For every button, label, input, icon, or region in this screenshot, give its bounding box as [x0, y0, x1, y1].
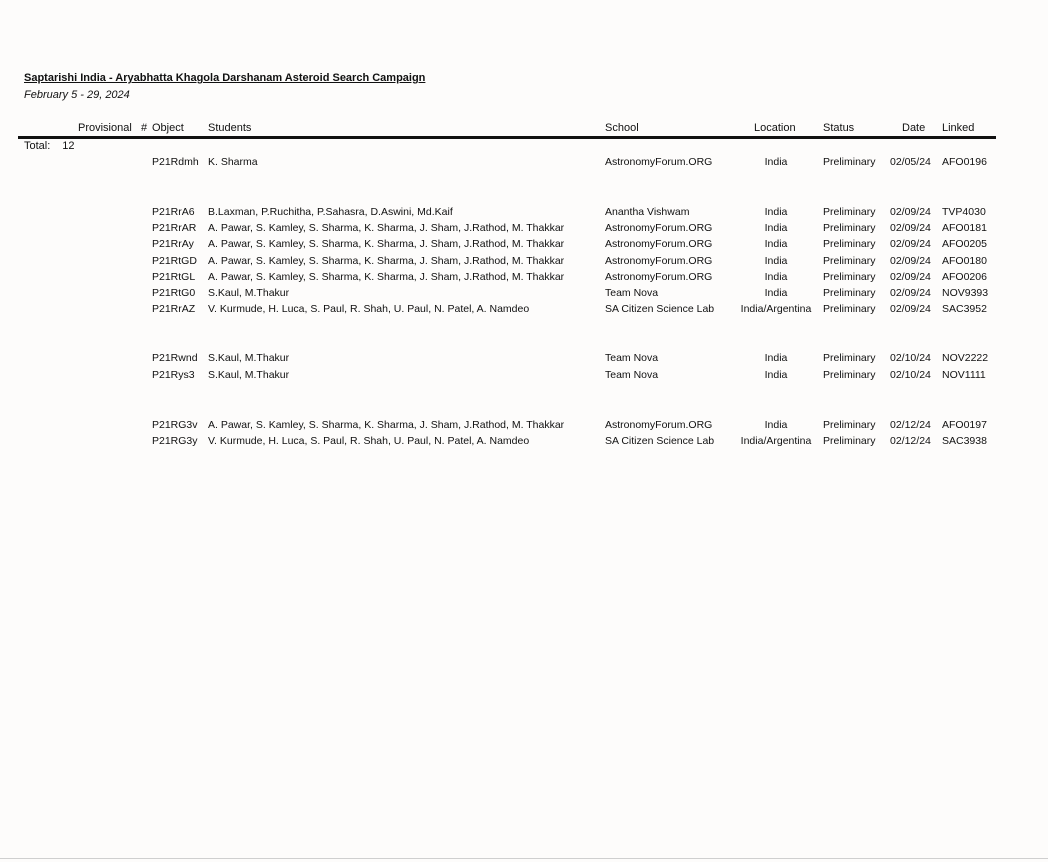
row-school: Team Nova [605, 287, 659, 299]
row-location: India [764, 271, 788, 283]
table-row [0, 287, 1048, 303]
row-object: P21RtGL [152, 271, 196, 283]
table-row [0, 271, 1048, 287]
header-hash: # [141, 122, 148, 134]
row-linked: AFO0181 [942, 222, 987, 234]
table-row [0, 238, 1048, 254]
header-status: Status [823, 122, 855, 134]
row-students: S.Kaul, M.Thakur [208, 287, 290, 299]
row-status: Preliminary [823, 206, 876, 218]
row-students: S.Kaul, M.Thakur [208, 352, 290, 364]
row-date: 02/09/24 [890, 287, 931, 299]
row-location: India [764, 352, 788, 364]
row-date: 02/05/24 [890, 156, 931, 168]
header-school: School [605, 122, 639, 134]
row-students: V. Kurmude, H. Luca, S. Paul, R. Shah, U. Paul, N. Patel, A. Namdeo [208, 303, 530, 315]
row-linked: NOV1111 [942, 369, 986, 381]
row-students: A. Pawar, S. Kamley, S. Sharma, K. Sharma, J. Sham, J.Rathod, M. Thakkar [208, 222, 565, 234]
row-object: P21Rwnd [152, 352, 198, 364]
row-location: India [764, 238, 788, 250]
table-row [0, 369, 1048, 385]
row-status: Preliminary [823, 238, 876, 250]
row-location: India [764, 222, 788, 234]
total-value: 12 [62, 140, 75, 152]
row-school: AstronomyForum.ORG [605, 222, 713, 234]
row-linked: AFO0197 [942, 419, 987, 431]
table-row [0, 156, 1048, 172]
row-school: Team Nova [605, 369, 659, 381]
row-school: SA Citizen Science Lab [605, 435, 715, 447]
row-students: A. Pawar, S. Kamley, S. Sharma, K. Sharma, J. Sham, J.Rathod, M. Thakkar [208, 255, 565, 267]
row-students: S.Kaul, M.Thakur [208, 369, 290, 381]
table-row [0, 255, 1048, 271]
row-students: V. Kurmude, H. Luca, S. Paul, R. Shah, U. Paul, N. Patel, A. Namdeo [208, 435, 530, 447]
row-linked: AFO0206 [942, 271, 987, 283]
row-date: 02/09/24 [890, 206, 931, 218]
row-school: AstronomyForum.ORG [605, 238, 713, 250]
row-status: Preliminary [823, 435, 876, 447]
row-date: 02/09/24 [890, 255, 931, 267]
row-linked: NOV2222 [942, 352, 989, 364]
header-linked: Linked [942, 122, 975, 134]
row-students: A. Pawar, S. Kamley, S. Sharma, K. Sharma, J. Sham, J.Rathod, M. Thakkar [208, 271, 565, 283]
row-linked: AFO0196 [942, 156, 987, 168]
row-date: 02/12/24 [890, 419, 931, 431]
row-object: P21RtGD [152, 255, 197, 267]
row-school: Anantha Vishwam [605, 206, 690, 218]
row-object: P21RrA6 [152, 206, 195, 218]
row-date: 02/09/24 [890, 222, 931, 234]
row-linked: SAC3938 [942, 435, 987, 447]
row-date: 02/09/24 [890, 238, 931, 250]
row-location: India/Argentina [740, 303, 812, 315]
header-date: Date [902, 122, 926, 134]
row-students: A. Pawar, S. Kamley, S. Sharma, K. Sharma, J. Sham, J.Rathod, M. Thakkar [208, 238, 565, 250]
row-status: Preliminary [823, 255, 876, 267]
row-status: Preliminary [823, 303, 876, 315]
header-divider [18, 136, 996, 139]
row-status: Preliminary [823, 419, 876, 431]
row-school: AstronomyForum.ORG [605, 156, 713, 168]
row-status: Preliminary [823, 352, 876, 364]
header-location: Location [754, 122, 796, 134]
report-title: Saptarishi India - Aryabhatta Khagola Darshanam Asteroid Search Campaign [24, 72, 426, 84]
row-object: P21RtG0 [152, 287, 196, 299]
row-status: Preliminary [823, 222, 876, 234]
row-linked: NOV9393 [942, 287, 989, 299]
row-location: India [764, 419, 788, 431]
header-students: Students [208, 122, 252, 134]
row-object: P21RrAy [152, 238, 194, 250]
row-students: A. Pawar, S. Kamley, S. Sharma, K. Sharma, J. Sham, J.Rathod, M. Thakkar [208, 419, 565, 431]
table-row [0, 222, 1048, 238]
row-date: 02/10/24 [890, 369, 931, 381]
row-location: India [764, 255, 788, 267]
total-count [24, 140, 87, 152]
row-school: AstronomyForum.ORG [605, 255, 713, 267]
row-linked: TVP4030 [942, 206, 986, 218]
row-school: Team Nova [605, 352, 659, 364]
row-status: Preliminary [823, 271, 876, 283]
row-location: India [764, 287, 788, 299]
row-status: Preliminary [823, 156, 876, 168]
row-object: P21RrAZ [152, 303, 196, 315]
row-location: India [764, 156, 788, 168]
total-label: Total: [24, 140, 51, 152]
row-linked: AFO0205 [942, 238, 987, 250]
report-date-range: February 5 - 29, 2024 [24, 89, 130, 101]
row-object: P21RG3v [152, 419, 198, 431]
row-linked: SAC3952 [942, 303, 987, 315]
header-provisional: Provisional [78, 122, 132, 134]
row-date: 02/09/24 [890, 271, 931, 283]
row-object: P21RG3y [152, 435, 198, 447]
header-object: Object [152, 122, 184, 134]
row-students: K. Sharma [208, 156, 258, 168]
row-school: AstronomyForum.ORG [605, 419, 713, 431]
table-row [0, 206, 1048, 222]
page-bottom-edge [0, 858, 1048, 859]
table-row [0, 303, 1048, 319]
row-students: B.Laxman, P.Ruchitha, P.Sahasra, D.Aswini, Md.Kaif [208, 206, 453, 218]
row-location: India [764, 369, 788, 381]
row-location: India/Argentina [740, 435, 812, 447]
row-date: 02/10/24 [890, 352, 931, 364]
row-date: 02/12/24 [890, 435, 931, 447]
row-object: P21RrAR [152, 222, 197, 234]
row-status: Preliminary [823, 369, 876, 381]
row-status: Preliminary [823, 287, 876, 299]
row-date: 02/09/24 [890, 303, 931, 315]
table-row [0, 352, 1048, 368]
row-location: India [764, 206, 788, 218]
row-object: P21Rdmh [152, 156, 199, 168]
row-object: P21Rys3 [152, 369, 195, 381]
row-linked: AFO0180 [942, 255, 987, 267]
table-row [0, 435, 1048, 451]
row-school: AstronomyForum.ORG [605, 271, 713, 283]
row-school: SA Citizen Science Lab [605, 303, 715, 315]
table-row [0, 419, 1048, 435]
